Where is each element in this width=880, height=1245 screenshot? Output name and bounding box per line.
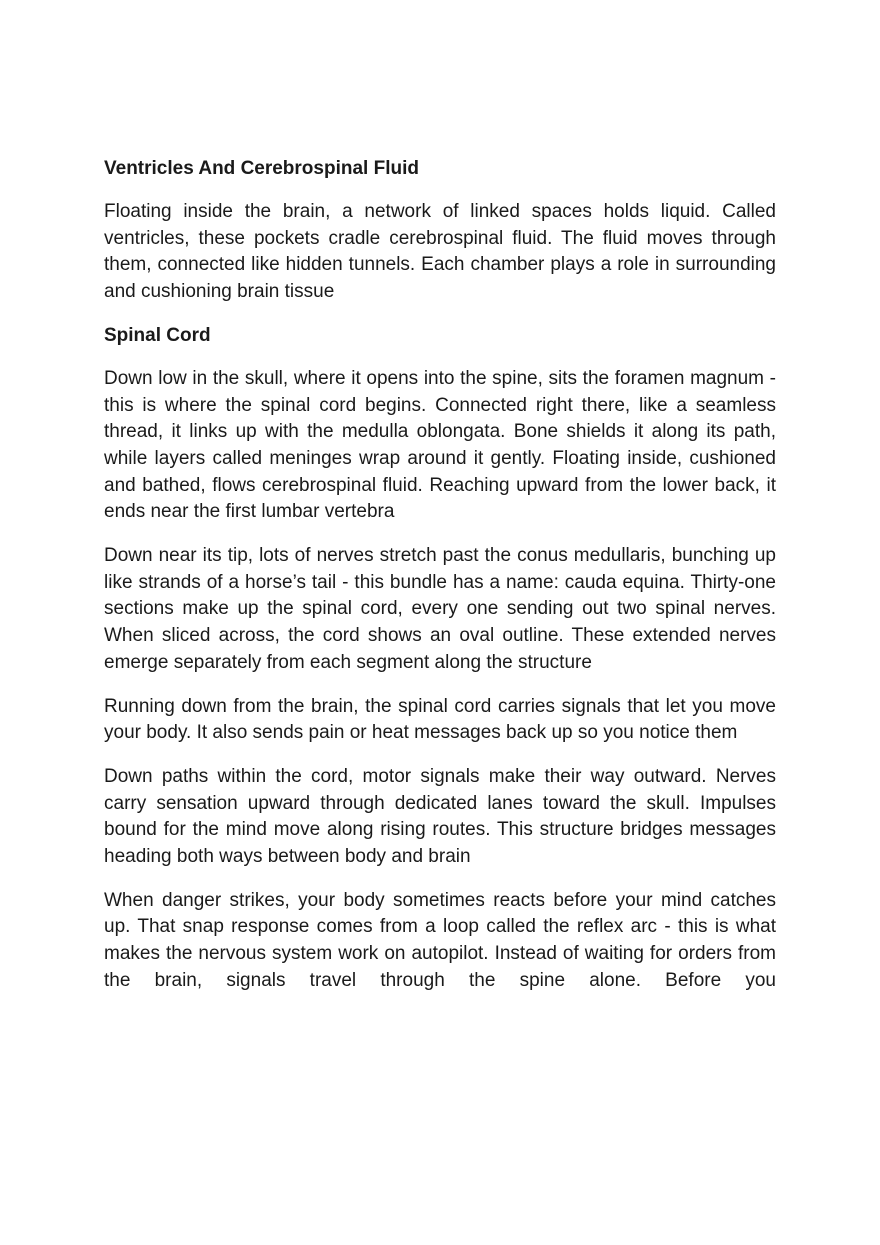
section-heading-spinal-cord: Spinal Cord: [104, 324, 211, 346]
paragraph-ventricles: Floating inside the brain, a network of linked spaces holds liquid. Called ventricles, these pockets cradle cerebrospinal fluid. The fluid moves through them, connected like hidden tunnels. Each chamber plays a role in surrounding and cushioning brain tissue: [104, 201, 776, 303]
paragraph-spinal-cord-origin: Down low in the skull, where it opens into the spine, sits the foramen magnum - this is where the spinal cord begins. Connected right there, like a seamless thread, it links up with the medulla oblongata. Bone shields it along its path, while layers called meninges wrap around it gently. Floating inside, cushioned and bathed, flows cerebrospinal fluid. Reaching upward from the lower back, it ends near the first lumbar vertebra: [104, 367, 776, 523]
paragraph-reflex-arc: When danger strikes, your body sometimes reacts before your mind catches up. That snap response comes from a loop called the reflex arc - this is what makes the nervous system work on autopilot. Instead of waiting for orders from the brain, signals travel through the spine alone. Before you: [104, 889, 776, 991]
paragraph-motor-sensory-paths: Down paths within the cord, motor signals make their way outward. Nerves carry sensation upward through dedicated lanes toward the skull. Impulses bound for the mind move along rising routes. This structure bridges messages heading both ways between body and brain: [104, 765, 776, 868]
section-heading-ventricles: Ventricles And Cerebrospinal Fluid: [104, 158, 419, 179]
paragraph-signal-function: Running down from the brain, the spinal cord carries signals that let you move your body. It also sends pain or heat messages back up so you notice them: [104, 695, 776, 744]
paragraph-cauda-equina: Down near its tip, lots of nerves stretch past the conus medullaris, bunching up like strands of a horse’s tail - this bundle has a name: cauda equina. Thirty-one sections make up the spinal cord, every one sending out two spinal nerves. When sliced across, the cord shows an oval outline. These extended nerves emerge separately from each segment along the structure: [104, 545, 776, 673]
document-page: [104, 156, 776, 1012]
